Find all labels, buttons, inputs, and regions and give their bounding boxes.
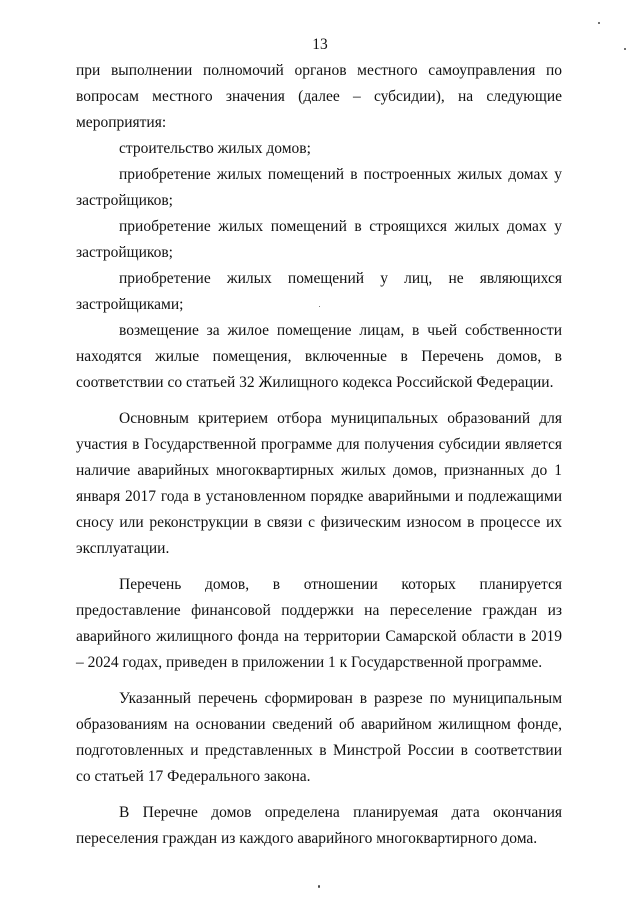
paragraph-selection-criterion: Основным критерием отбора муниципальных образований для участия в Государственной программе для получения субсидии является наличие аварийных многоквартирных жилых домов, признанных до 1 января 2017 года в установленном порядке аварийными и подлежащими сносу или реконструкции в связи с физическим износом в процессе их эксплуатации. — [76, 410, 562, 557]
list-item-purchase-under-construction: приобретение жилых помещений в строящихся жилых домах у застройщиков; — [76, 218, 562, 261]
scan-speck — [598, 22, 600, 24]
document-body — [76, 58, 562, 852]
list-item-compensation: возмещение за жилое помещение лицам, в чьей собственности находятся жилые помещения, включенные в Перечень домов, в соответствии со статьей 32 Жилищного кодекса Российской Федерации. — [76, 322, 562, 391]
list-item-purchase-non-developers: приобретение жилых помещений у лиц, не являющихся застройщиками; — [76, 270, 562, 313]
paragraph-relocation-date: В Перечне домов определена планируемая дата окончания переселения граждан из каждого аварийного многоквартирного дома. — [76, 804, 562, 847]
page-number: 13 — [312, 36, 328, 53]
scan-speck — [318, 885, 320, 888]
list-item-construction: строительство жилых домов; — [119, 140, 311, 157]
paragraph-intro-continuation: при выполнении полномочий органов местного самоуправления по вопросам местного значения (далее – субсидии), на следующие мероприятия: — [76, 62, 562, 131]
list-item-purchase-built: приобретение жилых помещений в построенных жилых домах у застройщиков; — [76, 166, 562, 209]
scan-speck — [624, 48, 626, 50]
paragraph-houses-list: Перечень домов, в отношении которых планируется предоставление финансовой поддержки на переселение граждан из аварийного жилищного фонда на территории Самарской области в 2019 – 2024 годах, приведен в приложении 1 к Государственной программе. — [76, 576, 562, 671]
scan-speck — [319, 306, 320, 307]
paragraph-list-formation: Указанный перечень сформирован в разрезе по муниципальным образованиям на основании сведений об аварийном жилищном фонде, подготовленных и представленных в Минстрой России в соответствии со статьей 17 Федерального закона. — [76, 690, 562, 785]
